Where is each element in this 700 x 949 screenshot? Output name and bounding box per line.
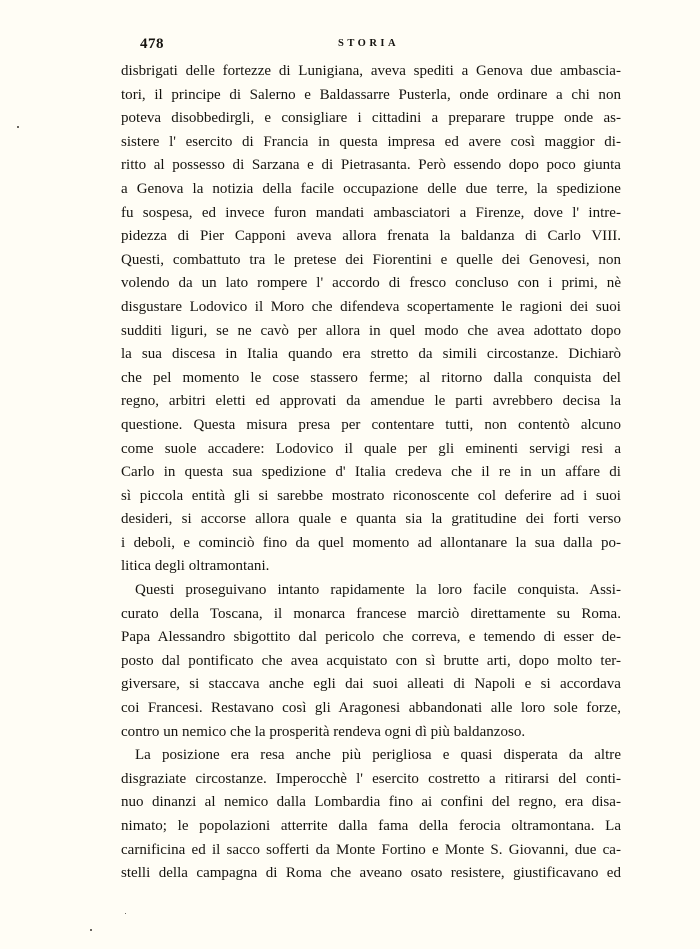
page-number: 478: [140, 36, 164, 52]
text-line: volendo da un lato rompere l' accordo di fresco concluso con i primi, nè: [121, 275, 621, 292]
paragraph-3: [121, 744, 621, 886]
text-line: nimato; le popolazioni atterrite dalla fama della ferocia oltramontana. La: [121, 818, 621, 834]
text-line: curato della Toscana, il monarca francese marciò direttamente su Roma.: [121, 605, 621, 622]
text-line: litica degli oltramontani.: [121, 558, 270, 575]
text-line: posto dal pontificato che avea acquistato con sì brutte arti, dopo molto ter-: [121, 652, 621, 669]
text-line: carnificina ed il sacco sofferti da Monte Fortino e Monte S. Giovanni, due ca-: [121, 841, 621, 858]
text-line: questione. Questa misura presa per contentare tutti, non contentò alcuno: [121, 416, 621, 433]
text-line: fu sospesa, ed invece furon mandati ambasciatori a Firenze, dove l' intre-: [121, 204, 621, 221]
text-line: regno, arbitri eletti ed approvati da amendue le parti avrebbero decisa la: [121, 393, 621, 410]
text-line: giversare, si staccava anche egli dai suoi alleati di Napoli e si accordava: [121, 676, 621, 693]
text-line: sì piccola entità gli si sarebbe mostrato riconoscente col deferire ad i suoi: [121, 487, 621, 504]
page-header: [140, 36, 612, 56]
text-line: Questi, combattuto tra le pretese dei Fiorentini e quelle dei Genovesi, non: [121, 251, 621, 268]
text-line: nuo dinanzi al nemico dalla Lombardia fino ai confini del regno, era disa-: [121, 794, 621, 811]
text-line: ritto al possesso di Sarzana e di Pietrasanta. Però essendo dopo poco giunta: [121, 157, 621, 174]
text-line: disbrigati delle fortezze di Lunigiana, aveva spediti a Genova due ambascia-: [121, 63, 621, 79]
running-title: STORIA: [338, 38, 400, 49]
text-line: sudditi liguri, se ne cavò per allora in quel modo che avea adottato dopo: [121, 322, 621, 339]
text-line: sistere l' esercito di Francia in questa impresa ed avere così maggior di-: [121, 133, 621, 150]
text-line: pidezza di Pier Capponi aveva allora frenata la baldanza di Carlo VIII.: [121, 228, 621, 245]
text-line: i deboli, e cominciò fino da quel momento ad allontanare la sua dalla po-: [121, 534, 621, 551]
print-speck: [90, 929, 92, 931]
paragraph-2: [121, 579, 621, 744]
text-line: come suole accadere: Lodovico il quale per gli eminenti servigi resi a: [121, 440, 621, 457]
text-line: la sua discesa in Italia quando era stretto da simili circostanze. Dichiarò: [121, 346, 621, 363]
text-line: La posizione era resa anche più perigliosa e quasi disperata da altre: [135, 747, 621, 764]
text-line: Papa Alessandro sbigottito dal pericolo che correva, e temendo di esser de-: [121, 629, 621, 646]
text-line: a Genova la notizia della facile occupazione delle due terre, la spedizione: [121, 180, 621, 197]
text-line: disgraziate circostanze. Imperocchè l' esercito costretto a ritirarsi del conti-: [121, 770, 621, 787]
text-line: Carlo in questa sua spedizione d' Italia credeva che il re in un affare di: [121, 464, 621, 481]
text-line: disgustare Lodovico il Moro che difendeva scopertamente le ragioni dei suoi: [121, 298, 621, 315]
text-line: coi Francesi. Restavano così gli Aragonesi abbandonati alle loro sole forze,: [121, 700, 621, 717]
text-line: stelli della campagna di Roma che aveano osato resistere, giustificavano ed: [121, 865, 621, 882]
text-line: tori, il principe di Salerno e Baldassarre Pusterla, onde ordinare a chi non: [121, 86, 621, 103]
text-line: desideri, si accorse allora quale e quanta sia la gratitudine dei forti verso: [121, 511, 621, 528]
text-line: Questi proseguivano intanto rapidamente la loro facile conquista. Assi-: [135, 582, 621, 599]
print-speck: [17, 126, 19, 128]
text-line: poteva disobbedirgli, e consigliare i cittadini a preparare truppe onde as-: [121, 110, 621, 127]
print-speck: [125, 913, 126, 914]
text-line: contro un nemico che la prosperità rendeva ogni dì più baldanzoso.: [121, 723, 526, 740]
text-line: che pel momento le cose stassero ferme; al ritorno dalla conquista del: [121, 369, 621, 386]
paragraph-1: [121, 60, 621, 579]
body-text: [121, 60, 621, 886]
